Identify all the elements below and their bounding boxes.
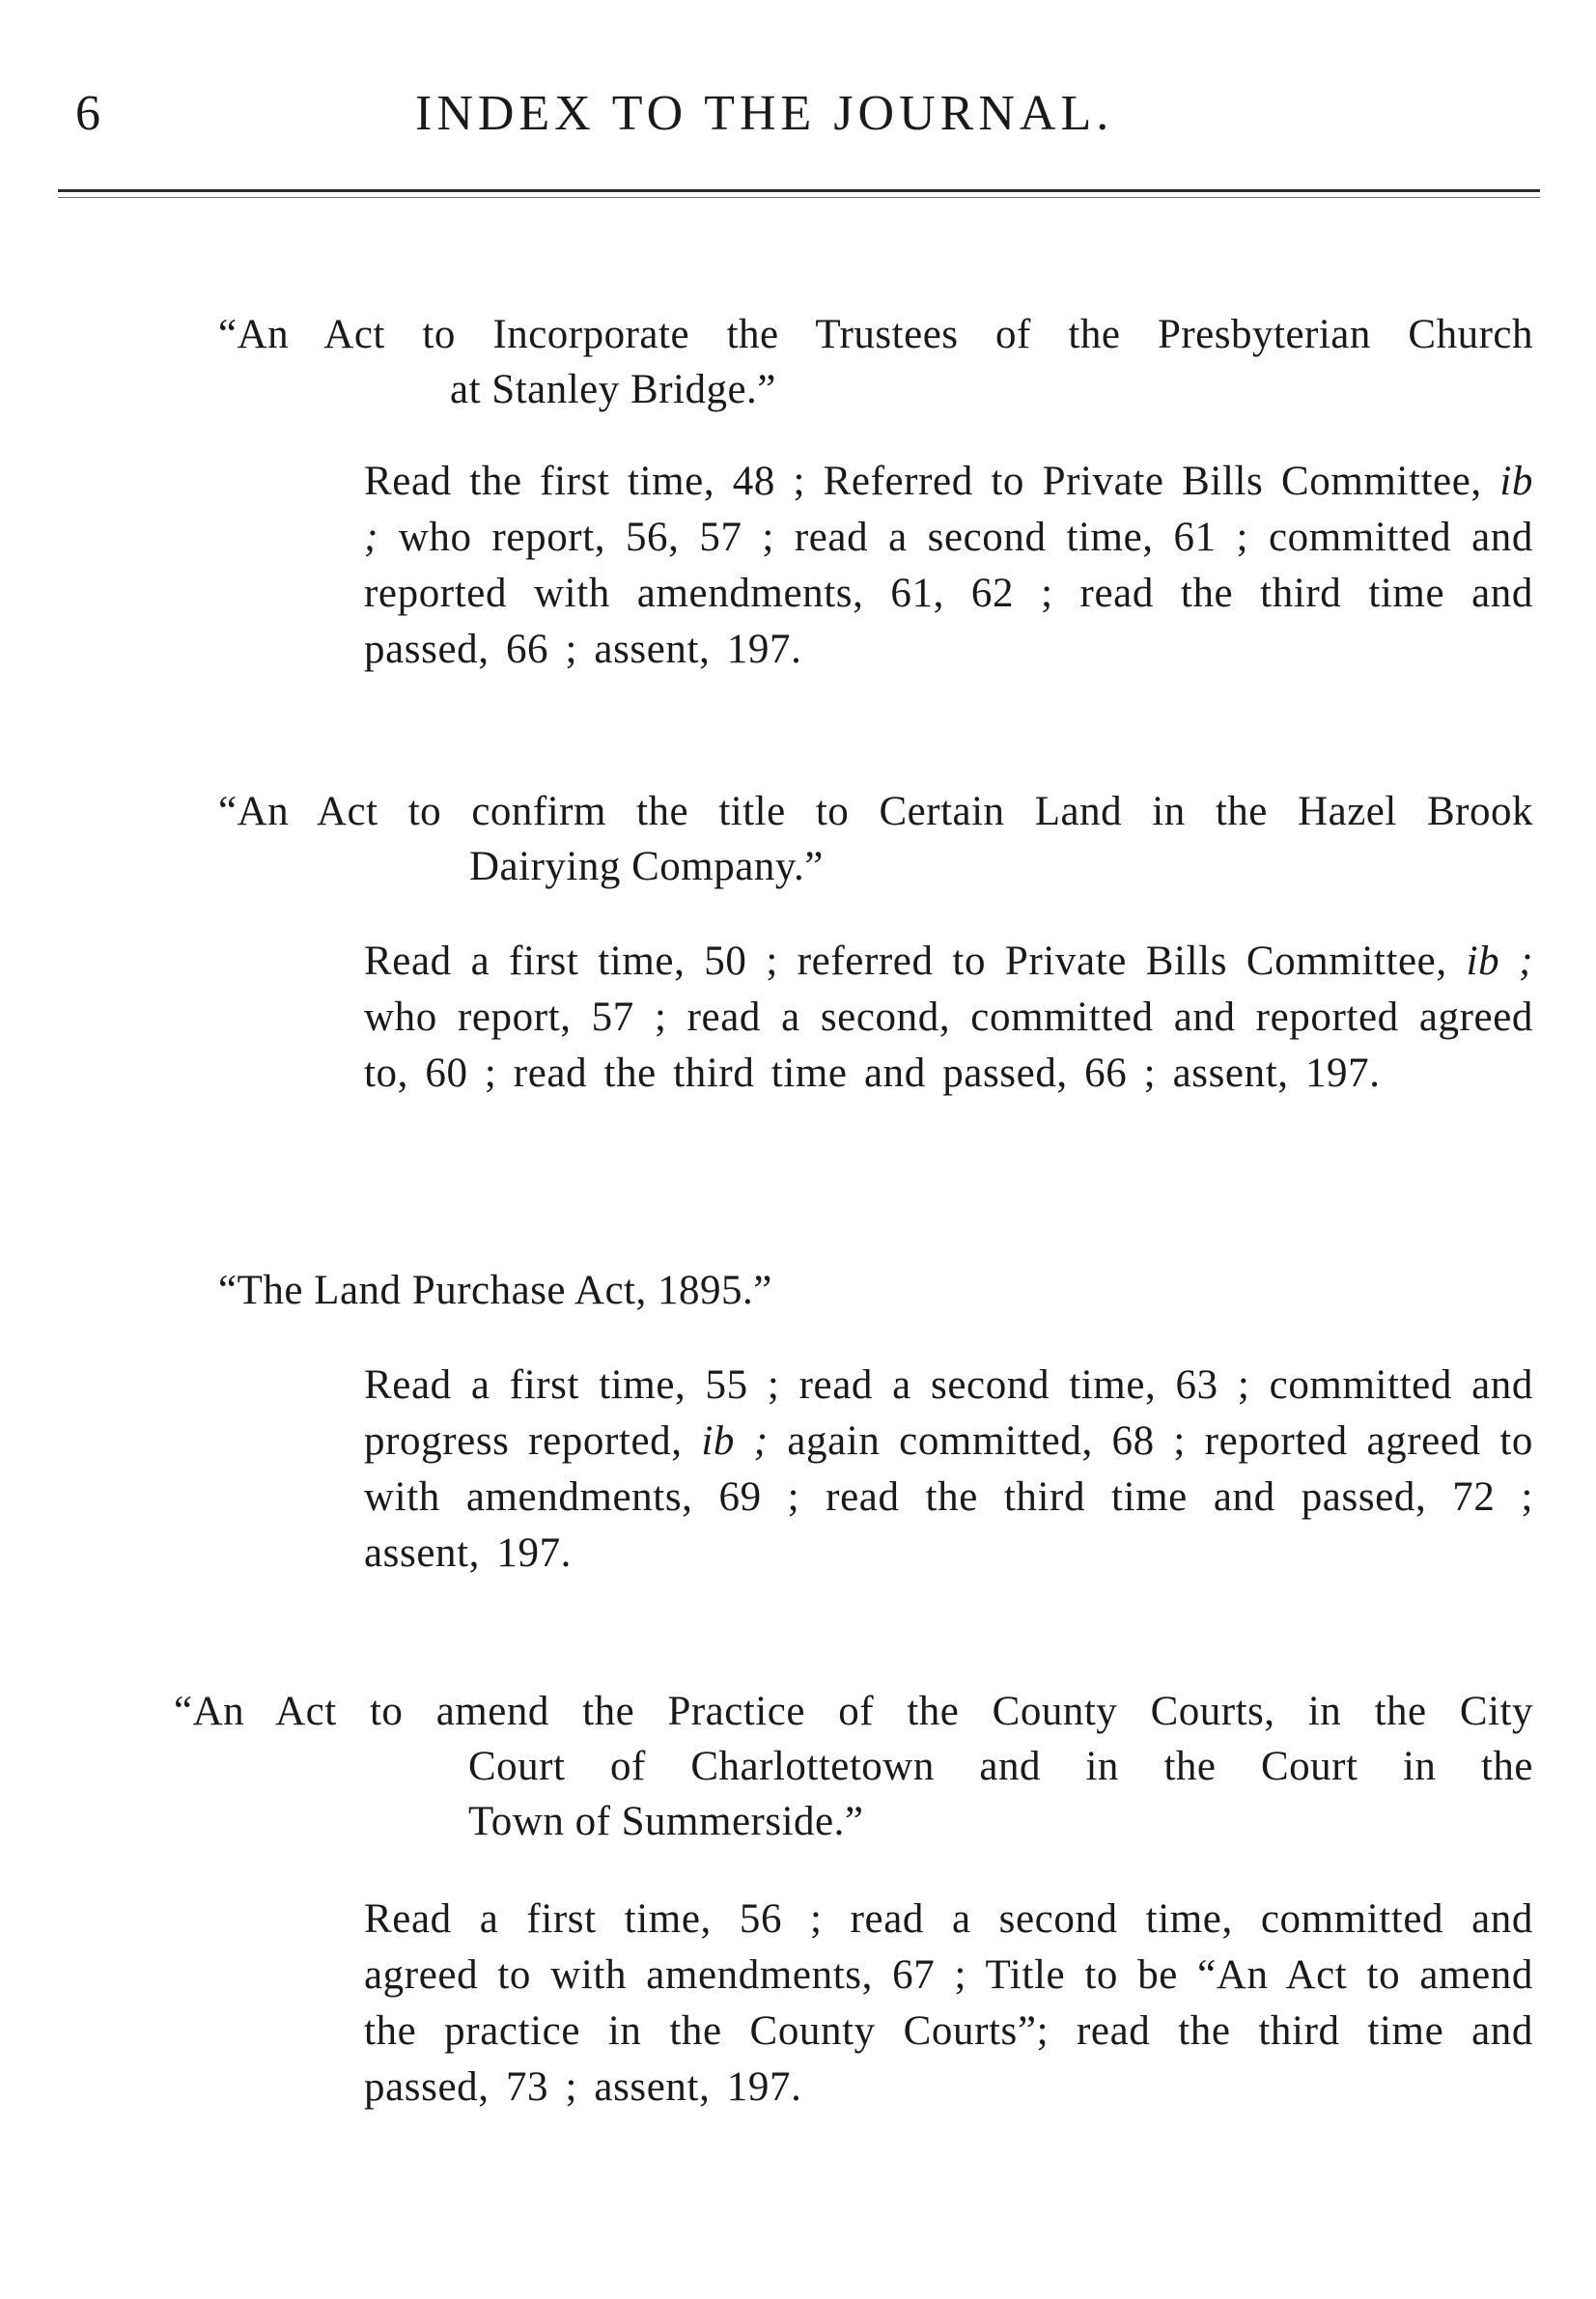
entry-body-ibid: ib ; [1466,939,1533,984]
running-head: INDEX TO THE JOURNAL. [415,86,1114,141]
entry-body-text: Read a first time, 55 ; read a second time, 63 ; committed and progress reported, [364,1362,1533,1464]
entry-title-line: “The Land Purchase Act, 1895.” [218,1268,772,1313]
entry-body-ibid: ib ; [701,1418,769,1464]
entry-body-text: Read a first time, 50 ; referred to Private Bills Committee, [364,939,1467,984]
entry-body-text: again committed, 68 ; reported agreed to with amendments, 69 ; read the third time and passed, 72 ; assent, 197. [364,1418,1533,1576]
entry-body-text: Read the first time, 48 ; Referred to Private Bills Committee, [364,459,1500,504]
entry-title [218,307,1533,417]
entry-title [174,1684,1533,1849]
entry-body-text: who report, 56, 57 ; read a second time, 61 ; committed and reported with amendments, 61, 62 ; read the third time and passed, 66 ; assent, 197. [364,515,1533,672]
header-rule-thin [58,197,1540,198]
entry-body [364,454,1533,678]
entry-title-line: “An Act to amend the Practice of the County Courts, in the City [174,1689,1533,1734]
entry-body [364,1892,1533,2116]
entry-body [364,1358,1533,1582]
entry-title-line: “An Act to confirm the title to Certain Land in the Hazel Brook [218,789,1533,834]
entry-title-line: at Stanley Bridge.” [450,367,776,412]
entry-title [218,784,1533,894]
entry-body [364,934,1533,1102]
entry-title-line: Town of Summerside.” [468,1799,864,1844]
entry-body-text: who report, 57 ; read a second, committed and reported agreed to, 60 ; read the third time and passed, 66 ; assent, 197. [364,995,1533,1096]
page-number: 6 [75,86,101,141]
entry-title-line: “An Act to Incorporate the Trustees of the Presbyterian Church [218,312,1533,357]
entry-title-line: Dairying Company.” [469,844,824,889]
header-rule [58,189,1540,192]
entry-title-line: Court of Charlottetown and in the Court in the [468,1744,1533,1789]
entry-body-ibid: ib ; [364,459,1533,560]
entry-body-text: Read a first time, 56 ; read a second time, committed and agreed to with amendments, 67 ; Title to be “An Act to amend the practice in the County Courts”; read the third time and passed, 73 ; assent, 197. [364,1896,1533,2110]
entry-title [218,1263,1533,1318]
